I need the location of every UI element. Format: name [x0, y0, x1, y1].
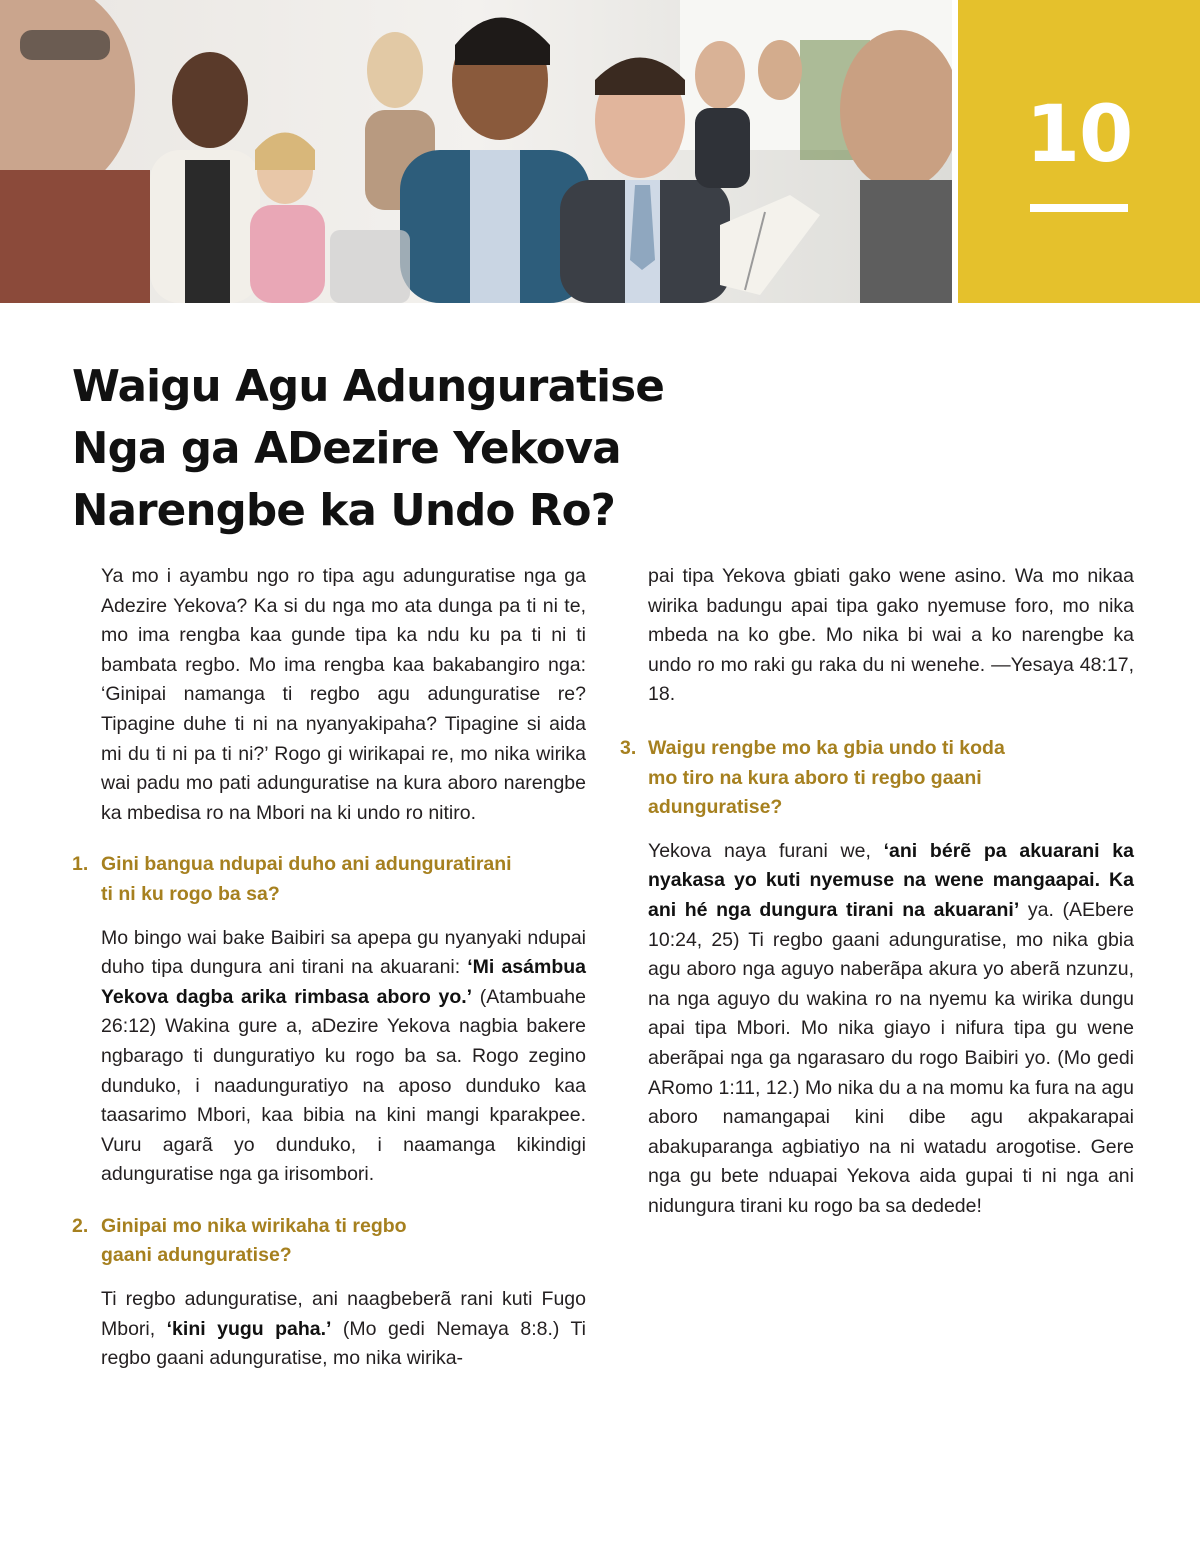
- question-2-answer: [70, 1285, 586, 1374]
- scripture-quote: ‘Mi asámbua Yekova dagba arika rimbasa aboro yo.’: [101, 956, 586, 1008]
- title-line: Narengbe ka Undo Ro?: [72, 486, 616, 536]
- answer-text: Mo bingo wai bake Baibiri sa apepa gu nyanyaki ndupai duho tipa dungura ani tirani na akuarani:: [101, 926, 586, 979]
- lesson-number: 10: [1025, 90, 1133, 180]
- question-heading-line: Waigu rengbe mo ka gbia undo ti koda: [648, 736, 1005, 759]
- title-line: Nga ga ADezire Yekova: [72, 424, 621, 474]
- intro-paragraph: Ya mo i ayambu ngo ro tipa agu adunguratise nga ga Adezire Yekova? Ka si du nga mo ata dunga pa ti ni te, mo ima rengba kaa gunde tipa ka ndu ku pa ti ni ti bambata regbo. Mo ima rengba kaa bakabangiro nga: ‘Ginipai namanga ti regbo agu adunguratise re? Tipagine duhe ti ni na nyanyakipaha? Tipagine si aida mi du ti ni pa ti ni?’ Rogo gi wirikapai re, mo nika wirika wai padu mo pati adunguratise na kura aboro narengbe ka mbedisa ro na Mbori na ki undo ro nitiro.: [101, 565, 586, 824]
- hero-photo: [0, 0, 952, 303]
- question-heading-line: Ginipai mo nika wirikaha ti regbo: [101, 1214, 407, 1237]
- scripture-quote: ‘ani bérẽ pa akuarani ka nyakasa yo kuti nyemuse na wene mangaapai. Ka ani hé nga dungura tirani na akuarani’: [648, 839, 1134, 921]
- question-number: 1.: [72, 853, 89, 876]
- answer-text: (Mo gedi Nemaya 8:8.) Ti regbo gaani adunguratise, mo nika wirika-: [101, 1317, 586, 1370]
- question-heading-line: gaani adunguratise?: [101, 1244, 292, 1267]
- question-2-answer-continued: pai tipa Yekova gbiati gako wene asino. Wa mo nikaa wirika badungu apai tipa gako nyemuse foro, mo nika mbeda na ko gbe. Mo nika bi wai a ko narengbe ka undo ro mo raki gu raka du ni wenehe. —Yesaya 48:17, 18.: [648, 565, 1134, 706]
- answer-text: Ti regbo adunguratise, ani naagbeberã rani kuti Fugo Mbori,: [101, 1288, 586, 1340]
- congregation-photo-icon: [0, 0, 952, 303]
- question-1-answer: [70, 924, 586, 1190]
- page-title: [72, 356, 772, 542]
- scripture-quote: ‘kini yugu paha.’: [166, 1317, 332, 1340]
- right-column: [618, 562, 1134, 1221]
- question-3-heading: [618, 734, 1134, 823]
- answer-text: ya. (AEbere 10:24, 25) Ti regbo gaani adunguratise, mo nika gbia agu aboro nga aguyo naberãpa akura yo aberã nzunzu, na nga aguyo du wakina ro na nyemu ka wirika dungu apai tipa Mbori. Mo nika giayo i nifura tipa gu wene aberãpai nga ga ngarasaro du rogo Baibiri yo. (Mo gedi ARomo 1:11, 12.) Mo nika du a na momu ka fura na agu aboro namangapai kini dibe agu akpakarapai abakuparanga agbiatiyo na ni watadu arogotise. Gere nga gu bete nduapai Yekova aida gupai ti ni nga ani nidungura tirani ku rogo ba sa dedede!: [648, 898, 1134, 1217]
- badge-underline: [1030, 204, 1128, 212]
- question-heading-line: adunguratise?: [648, 796, 783, 819]
- title-line: Waigu Agu Adunguratise: [72, 362, 665, 412]
- question-2-heading: [70, 1212, 586, 1271]
- question-number: 2.: [72, 1214, 89, 1237]
- question-3-answer: [618, 837, 1134, 1222]
- question-number: 3.: [620, 736, 637, 759]
- answer-text: Yekova naya furani we,: [648, 839, 884, 862]
- question-heading-line: Gini bangua ndupai duho ani adunguratirani: [101, 853, 512, 876]
- question-heading-line: mo tiro na kura aboro ti regbo gaani: [648, 766, 982, 789]
- answer-text: (Atambuahe 26:12) Wakina gure a, aDezire Yekova nagbia bakere ngbarago ti dunguratiyo ku rogo ba sa. Rogo zegino dunduko, i naadunguratiyo na aposo dunduko kaa taasarimo Mbori, kaa bibia na kini mangi kparakpee. Vuru agarã yo dunduko, i naamanga kikindigi adunguratise nga ga irisombori.: [101, 985, 586, 1186]
- lesson-number-badge: [958, 0, 1200, 303]
- left-column: [70, 562, 586, 1374]
- question-1-heading: [70, 850, 586, 909]
- question-heading-line: ti ni ku rogo ba sa?: [101, 882, 280, 905]
